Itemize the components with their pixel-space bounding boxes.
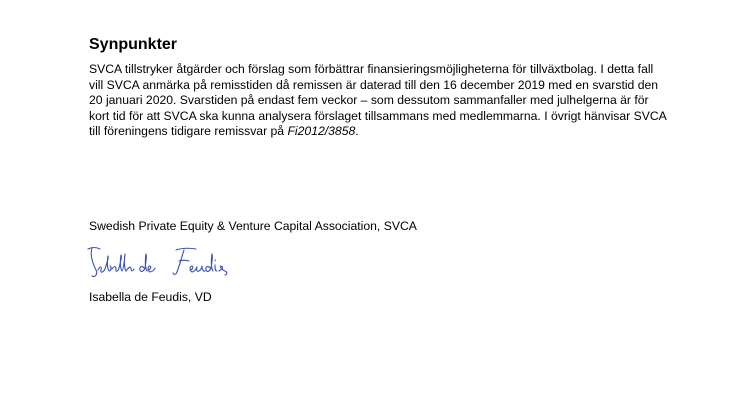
- body-text-main: SVCA tillstryker åtgärder och förslag som förbättrar finansieringsmöjligheterna för tillväxtbolag. I detta fall vill SVCA anmärka på remisstiden då remissen är daterad till den 16 december 2019 med en svarstid den 20 januari 2020. Svarstiden på endast fem veckor – som dessutom sammanfaller med julhelgerna är för kort tid för att SVCA ska kunna analysera förslaget tillsammans med medlemmarna. I övrigt hänvisar SVCA till föreningens tidigare remissvar på: [89, 62, 667, 139]
- section-heading: Synpunkter: [89, 36, 178, 53]
- signer-name: Isabella de Feudis, VD: [89, 290, 212, 304]
- organization-name: Swedish Private Equity & Venture Capital Association, SVCA: [89, 219, 417, 233]
- remiss-reference: Fi2012/3858: [287, 124, 356, 139]
- signature-drawing: [86, 240, 246, 286]
- body-text-end: .: [355, 124, 359, 139]
- handwritten-signature: [86, 240, 246, 286]
- body-paragraph: [89, 62, 669, 140]
